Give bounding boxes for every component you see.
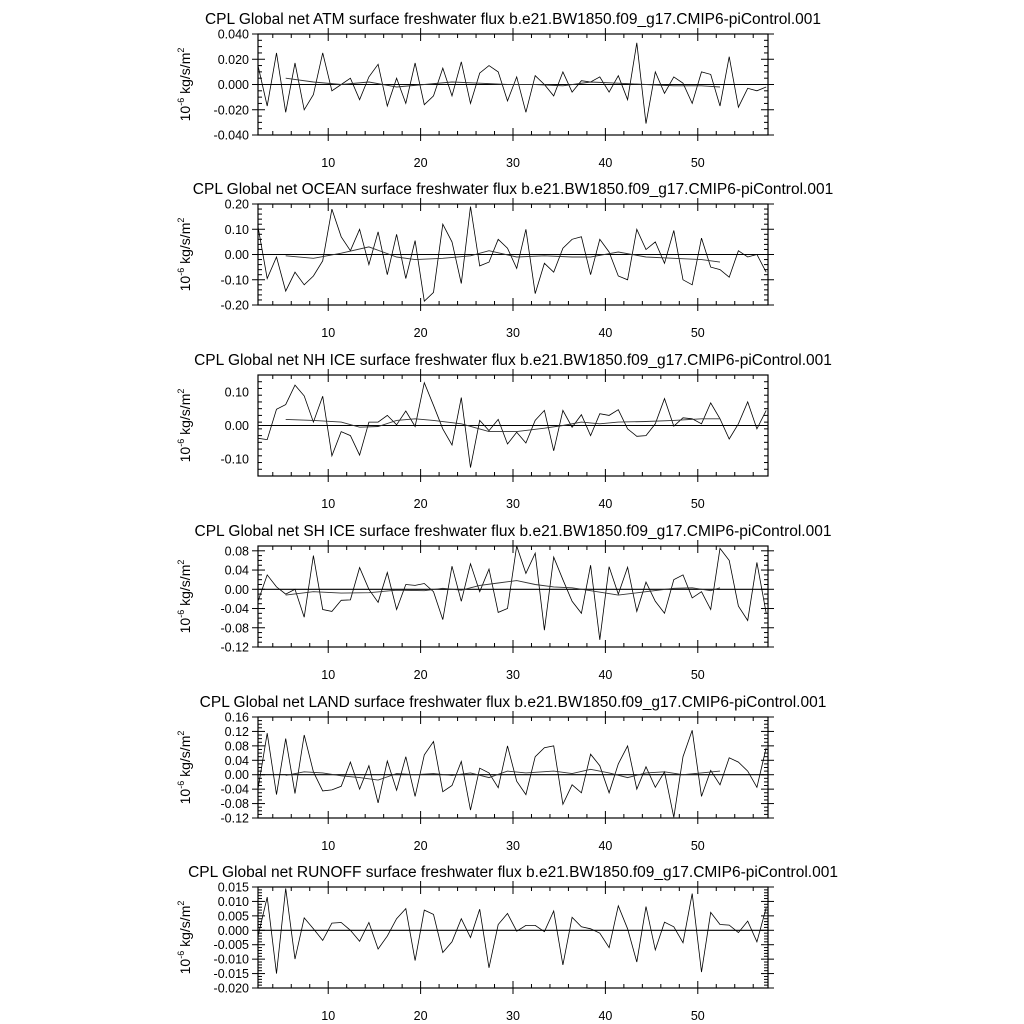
y-tick-label: -0.005 bbox=[213, 938, 249, 953]
x-tick-label: 30 bbox=[506, 839, 520, 853]
y-tick-label: -0.04 bbox=[220, 602, 249, 617]
y-tick-label: -0.12 bbox=[220, 640, 249, 655]
y-axis-label-part: 2 bbox=[176, 559, 186, 565]
y-axis-label-part: kg/s/m bbox=[177, 52, 193, 98]
series-annual bbox=[258, 43, 766, 124]
y-tick-label: 0.020 bbox=[217, 52, 249, 67]
plot-frame bbox=[258, 887, 768, 988]
x-tick-label: 30 bbox=[506, 1009, 520, 1023]
y-tick-label: 0.16 bbox=[224, 710, 249, 725]
series-annual bbox=[258, 207, 766, 302]
y-tick-label: 0.00 bbox=[224, 768, 249, 783]
y-tick-label: 0.04 bbox=[224, 563, 249, 578]
y-axis-label-part: -6 bbox=[176, 267, 186, 276]
x-tick-label: 50 bbox=[690, 497, 705, 511]
y-axis-label-part: -6 bbox=[176, 438, 186, 447]
panel-title: CPL Global net SH ICE surface freshwater flux b.e21.BW1850.f09_g17.CMIP6-piControl.001 bbox=[194, 523, 832, 540]
x-tick-label: 10 bbox=[321, 156, 336, 170]
y-axis-label bbox=[176, 731, 193, 805]
y-tick-label: 0.000 bbox=[217, 923, 249, 938]
x-tick-label: 50 bbox=[690, 668, 705, 682]
x-tick-label: 40 bbox=[598, 668, 613, 682]
y-tick-label: -0.20 bbox=[220, 298, 249, 313]
x-tick-label: 50 bbox=[690, 1009, 705, 1023]
y-tick-label: 0.000 bbox=[217, 78, 249, 92]
y-axis-label-part: -6 bbox=[176, 780, 186, 789]
y-axis-label-part: kg/s/m bbox=[177, 564, 193, 610]
panel-3 bbox=[176, 352, 832, 511]
y-axis-label-part: 10 bbox=[177, 958, 193, 975]
x-tick-label: 10 bbox=[321, 1009, 336, 1023]
x-tick-label: 30 bbox=[506, 497, 520, 511]
y-tick-label: -0.08 bbox=[220, 797, 249, 812]
x-tick-label: 30 bbox=[506, 668, 520, 682]
y-tick-label: -0.010 bbox=[213, 952, 249, 967]
y-axis-label-part: 2 bbox=[176, 47, 186, 53]
panel-4 bbox=[176, 523, 831, 682]
y-axis-label-part: kg/s/m bbox=[177, 393, 193, 439]
y-tick-label: 0.00 bbox=[224, 582, 249, 597]
y-tick-label: 0.08 bbox=[224, 739, 249, 754]
y-axis-label bbox=[176, 389, 193, 463]
panel-title: CPL Global net ATM surface freshwater flux b.e21.BW1850.f09_g17.CMIP6-piControl.001 bbox=[204, 11, 822, 28]
x-tick-label: 40 bbox=[598, 497, 613, 511]
x-tick-label: 30 bbox=[506, 326, 520, 340]
y-tick-label: -0.020 bbox=[213, 981, 249, 996]
x-tick-label: 40 bbox=[598, 156, 613, 170]
x-tick-label: 40 bbox=[598, 326, 613, 340]
y-axis-label-part: 2 bbox=[176, 900, 186, 906]
y-tick-label: -0.12 bbox=[220, 811, 249, 826]
x-tick-label: 20 bbox=[413, 156, 428, 170]
x-tick-label: 40 bbox=[598, 839, 613, 853]
x-tick-label: 10 bbox=[321, 326, 336, 340]
y-tick-label: 0.10 bbox=[224, 222, 249, 237]
y-tick-label: 0.04 bbox=[224, 753, 249, 768]
y-axis-label bbox=[176, 218, 193, 292]
y-tick-label: 0.040 bbox=[217, 27, 249, 42]
x-tick-label: 20 bbox=[413, 839, 428, 853]
x-tick-label: 30 bbox=[506, 156, 520, 170]
panel-title: CPL Global net LAND surface freshwater flux b.e21.BW1850.f09_g17.CMIP6-piControl.001 bbox=[199, 694, 827, 711]
x-tick-label: 50 bbox=[690, 326, 705, 340]
y-tick-label: 0.12 bbox=[224, 724, 249, 739]
y-axis-label-part: 10 bbox=[177, 617, 193, 634]
series-running-mean bbox=[286, 581, 720, 596]
y-tick-label: -0.040 bbox=[213, 128, 249, 143]
x-tick-label: 10 bbox=[321, 497, 336, 511]
panel-title: CPL Global net OCEAN surface freshwater flux b.e21.BW1850.f09_g17.CMIP6-piControl.001 bbox=[192, 181, 834, 198]
y-tick-label: 0.08 bbox=[224, 544, 249, 559]
y-tick-label: -0.10 bbox=[220, 273, 249, 288]
panel-title: CPL Global net RUNOFF surface freshwater flux b.e21.BW1850.f09_g17.CMIP6-piControl.001 bbox=[188, 864, 838, 881]
x-tick-label: 50 bbox=[690, 839, 705, 853]
y-tick-label: 0.005 bbox=[217, 909, 249, 924]
y-tick-label: -0.020 bbox=[213, 103, 249, 118]
panel-6 bbox=[176, 864, 838, 1023]
y-tick-label: 0.015 bbox=[217, 880, 249, 895]
y-axis-label-part: 2 bbox=[176, 217, 186, 223]
y-tick-label: 0.00 bbox=[224, 419, 249, 433]
panel-2 bbox=[176, 181, 833, 340]
y-axis-label-part: kg/s/m bbox=[177, 905, 193, 951]
y-axis-label-part: -6 bbox=[176, 97, 186, 106]
y-axis-label-part: 10 bbox=[177, 788, 193, 805]
x-tick-label: 50 bbox=[690, 156, 705, 170]
y-tick-label: 0.00 bbox=[224, 248, 249, 262]
panel-title: CPL Global net NH ICE surface freshwater flux b.e21.BW1850.f09_g17.CMIP6-piControl.001 bbox=[194, 352, 832, 369]
x-tick-label: 20 bbox=[413, 668, 428, 682]
x-tick-label: 20 bbox=[413, 497, 428, 511]
y-axis-label-part: 10 bbox=[177, 275, 193, 292]
y-tick-label: -0.08 bbox=[220, 621, 249, 636]
y-axis-label-part: kg/s/m bbox=[177, 222, 193, 268]
y-axis-label bbox=[176, 901, 193, 975]
x-tick-label: 40 bbox=[598, 1009, 613, 1023]
y-axis-label-part: 10 bbox=[177, 105, 193, 122]
panel-5 bbox=[176, 694, 826, 853]
y-axis-label bbox=[176, 48, 193, 122]
y-tick-label: 0.010 bbox=[217, 894, 249, 909]
y-tick-label: -0.04 bbox=[220, 782, 249, 797]
x-tick-label: 20 bbox=[413, 1009, 428, 1023]
y-axis-label-part: -6 bbox=[176, 950, 186, 959]
x-tick-label: 10 bbox=[321, 668, 336, 682]
y-tick-label: -0.015 bbox=[213, 967, 249, 982]
y-tick-label: 0.20 bbox=[224, 197, 249, 212]
panel-1 bbox=[176, 11, 821, 170]
x-tick-label: 10 bbox=[321, 839, 336, 853]
y-axis-label bbox=[176, 560, 193, 634]
y-tick-label: -0.10 bbox=[220, 452, 249, 467]
y-axis-label-part: kg/s/m bbox=[177, 735, 193, 781]
y-tick-label: 0.10 bbox=[224, 385, 249, 400]
series-annual bbox=[258, 888, 766, 973]
y-axis-label-part: 10 bbox=[177, 446, 193, 463]
y-axis-label-part: -6 bbox=[176, 609, 186, 618]
y-axis-label-part: 2 bbox=[176, 388, 186, 394]
y-axis-label-part: 2 bbox=[176, 730, 186, 736]
x-tick-label: 20 bbox=[413, 326, 428, 340]
